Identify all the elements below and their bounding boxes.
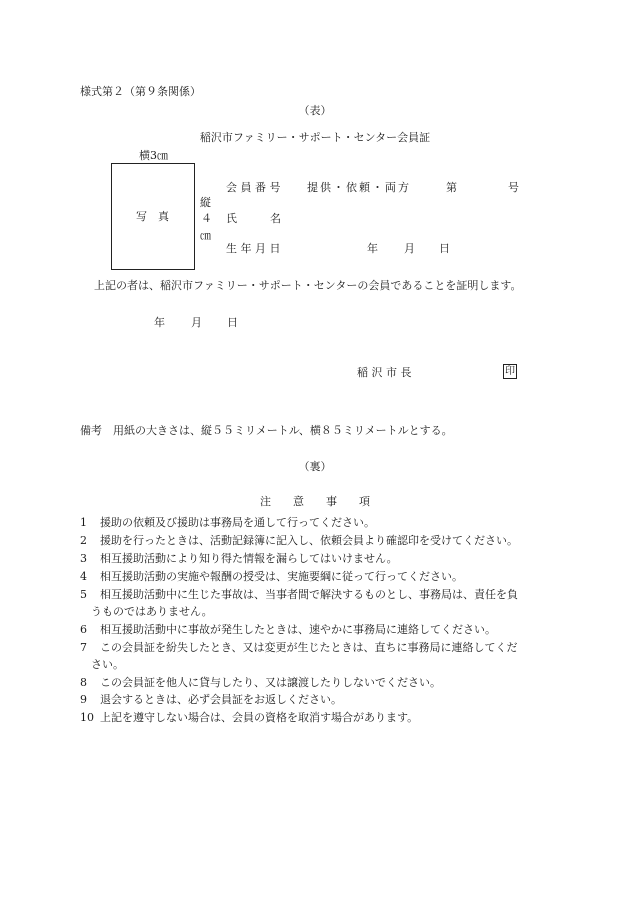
note-text: 相互援助活動中に生じた事故は、当事者間で解決するものとし、事務局は、責任を負 [100,588,518,601]
photo-width-label: 横3㎝ [139,149,168,162]
note-item [80,517,560,528]
photo-height-label-3: ㎝ [200,229,211,242]
birthdate-year: 年 [367,242,378,255]
form-header: 様式第２（第９条関係） [80,85,201,98]
note-item [80,694,560,705]
note-text-continuation: さい。 [91,658,124,671]
note-text: 援助の依頼及び援助は事務局を通して行ってください。 [100,516,375,529]
notes-title: 注 意 事 項 [260,495,370,508]
member-number-label: 会 員 番 号 [226,181,281,194]
note-item [80,712,560,723]
note-text: この会員証を紛失したとき、又は変更が生じたときは、直ちに事務局に連絡してくだ [100,641,518,654]
name-label: 氏 名 [226,212,281,225]
note-text: 上記を遵守しない場合は、会員の資格を取消す場合があります。 [100,711,419,724]
back-label: （裏） [298,460,332,473]
note-number: 6 [80,623,87,636]
note-number: 3 [80,552,87,565]
note-text: 援助を行ったときは、活動記録簿に記入し、依頼会員より確認印を受けてください。 [100,534,518,547]
certification-text: 上記の者は、稲沢市ファミリー・サポート・センターの会員であることを証明します。 [94,279,522,292]
note-text: この会員証を他人に貸与したり、又は譲渡したりしないでください。 [100,676,441,689]
note-item [80,642,560,653]
member-number-suffix: 号 [508,181,519,194]
note-number: 1 [80,516,87,529]
birthdate-label: 生 年 月 日 [226,242,281,255]
note-item [80,535,560,546]
issuer: 稲 沢 市 長 [357,366,412,379]
note-text: 相互援助活動中に事故が発生したときは、速やかに事務局に連絡してください。 [100,623,496,636]
seal-stamp: 印 [505,366,515,377]
issue-day: 日 [227,316,238,329]
member-type: 提供・依頼・両方 [307,181,411,194]
note-item [80,589,560,600]
photo-label: 写 真 [136,210,169,223]
member-number-prefix: 第 [446,181,457,194]
issue-month: 月 [191,316,202,329]
note-text: 退会するときは、必ず会員証をお返しください。 [100,693,342,706]
photo-height-label-1: 縦 [200,196,211,209]
note-number: 5 [80,588,87,601]
issue-year: 年 [154,316,165,329]
front-label: （表） [298,104,332,117]
note-item [80,571,560,582]
note-text-continuation: うものではありません。 [91,605,213,618]
note-number: 8 [80,676,87,689]
birthdate-day: 日 [439,242,450,255]
note-number: 2 [80,534,87,547]
note-text: 相互援助活動の実施や報酬の授受は、実施要綱に従って行ってください。 [100,570,463,583]
note-item [80,553,560,564]
photo-height-label-2: ４ [201,212,212,225]
note-number: 7 [80,641,87,654]
note-number: 10 [80,711,94,724]
note-text: 相互援助活動により知り得た情報を漏らしてはいけません。 [100,552,398,565]
note-number: 9 [80,693,87,706]
birthdate-month: 月 [404,242,415,255]
remarks: 備考 用紙の大きさは、縦５５ミリメートル、横８５ミリメートルとする。 [80,424,453,437]
card-title: 稲沢市ファミリー・サポート・センター会員証 [199,131,431,144]
note-item [80,677,560,688]
note-item [80,624,560,635]
note-number: 4 [80,570,87,583]
photo-box [111,163,195,270]
